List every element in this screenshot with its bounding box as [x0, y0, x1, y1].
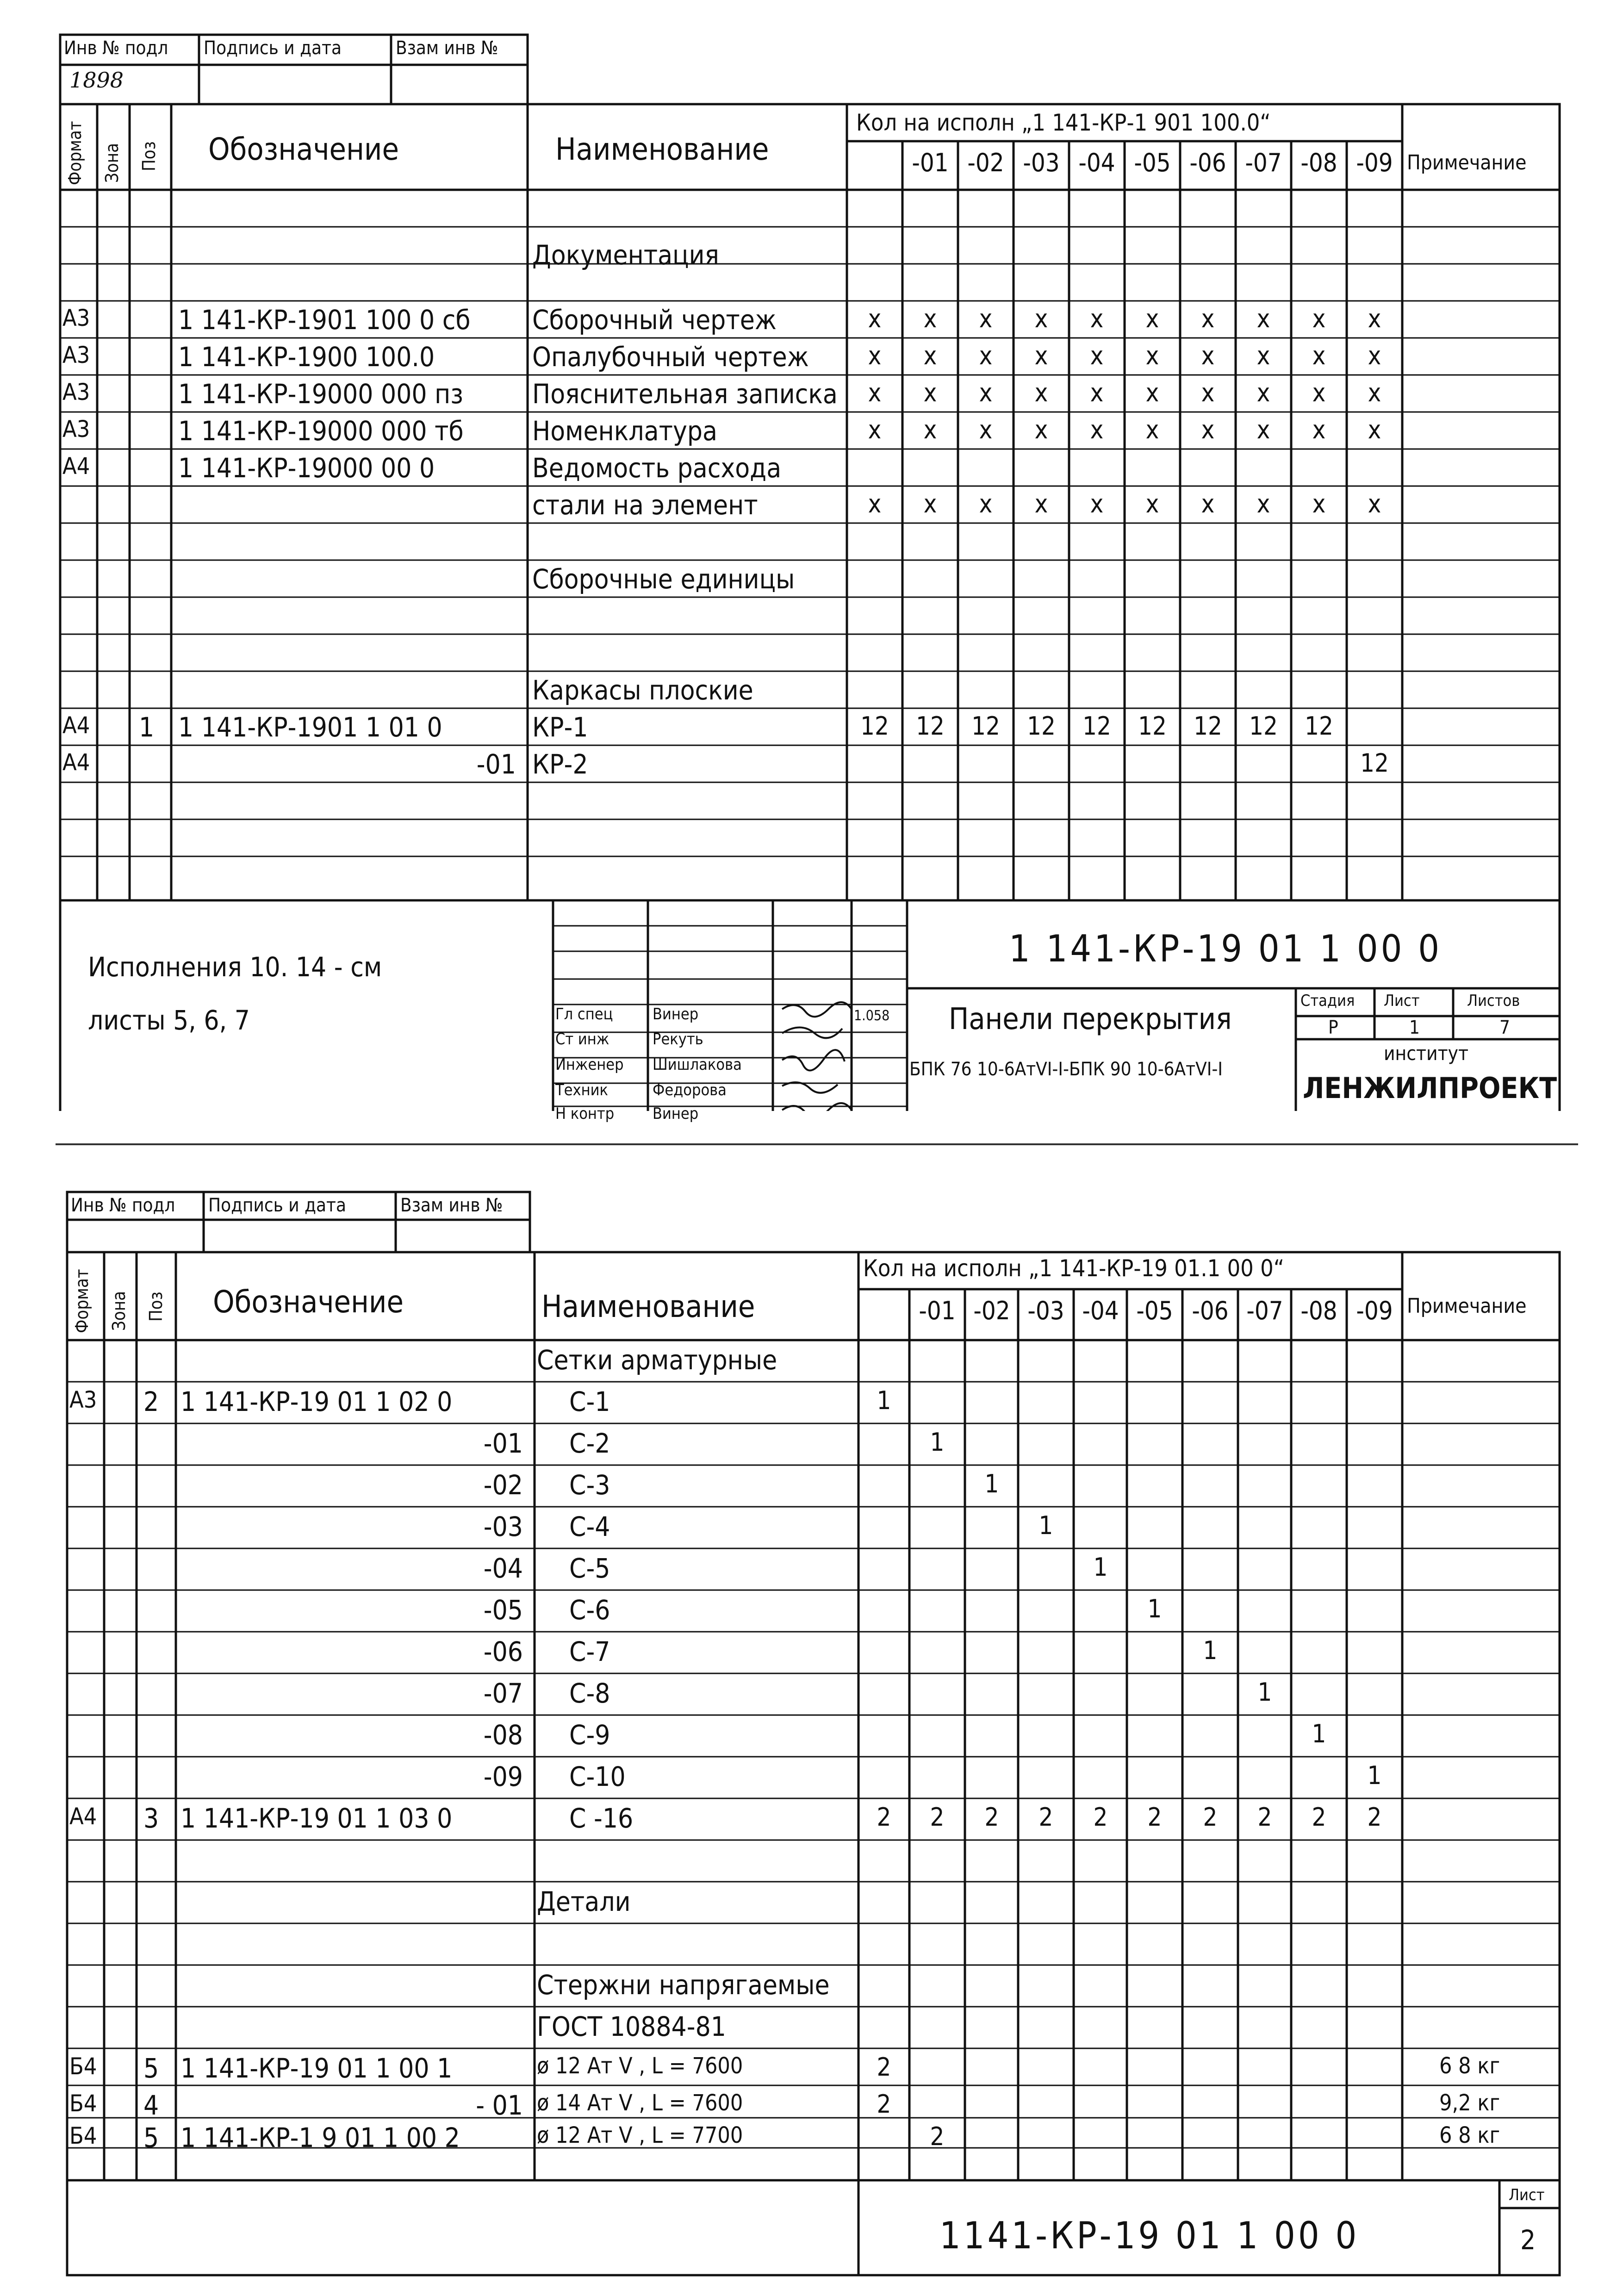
person-role: Гл спец	[555, 1005, 613, 1023]
doc-code: 1 141-КР-19 01 1 00 0	[1009, 927, 1443, 970]
row-designation: 1 141-КР-19 01 1 03 0	[180, 1803, 453, 1834]
sheet2-number: 2	[1520, 2224, 1536, 2256]
person-role: Ст инж	[555, 1030, 609, 1048]
row-format: А4	[62, 749, 90, 776]
note-line-2: листы 5, 6, 7	[88, 1004, 250, 1036]
row-name: ø 14 Ат Ⅴ , L = 7600	[537, 2090, 743, 2116]
row-name: С-10	[569, 1761, 626, 1792]
row-pos: 5	[143, 2122, 159, 2153]
row-format: А3	[69, 1386, 97, 1413]
qty-mark: 12	[1138, 711, 1167, 741]
qty-mark: x	[1090, 378, 1104, 407]
qty-mark: 12	[971, 711, 1000, 741]
variant-header: -01	[919, 1296, 956, 1325]
person-role: Н контр	[555, 1104, 615, 1123]
header2-format: Формат	[72, 1269, 92, 1333]
row-name: С-7	[569, 1636, 610, 1667]
org-label: институт	[1384, 1042, 1468, 1065]
qty-mark: x	[868, 378, 882, 407]
row-name: С-4	[569, 1511, 610, 1542]
qty-mark: x	[1145, 489, 1159, 518]
qty-mark: x	[1090, 415, 1104, 444]
qty-mark: x	[1312, 415, 1326, 444]
row-designation: 1 141-КР-1901 1 01 0	[178, 711, 442, 743]
doc-code-footer: 1141-КР-19 01 1 00 0	[939, 2214, 1360, 2257]
signature-marks	[782, 1002, 852, 1111]
qty-mark: 2	[984, 1803, 999, 1832]
qty-mark: x	[868, 341, 882, 370]
header-designation: Обозначение	[208, 131, 399, 167]
qty-mark: 1	[1038, 1511, 1053, 1540]
variant-header: -03	[1027, 1296, 1064, 1325]
row-designation: 1 141-КР-19000 00 0	[178, 452, 435, 484]
stamp2-inv-label: Инв № подл	[71, 1195, 175, 1216]
qty-mark: x	[979, 304, 993, 333]
qty-mark: 1	[1367, 1761, 1382, 1790]
row-format: А3	[62, 416, 90, 443]
page-divider	[56, 1143, 1578, 1145]
qty-mark: x	[1145, 378, 1159, 407]
variant-header: -07	[1246, 1296, 1283, 1325]
row-name: Номенклатура	[532, 415, 717, 447]
qty-mark: 1	[1203, 1636, 1218, 1665]
person-name: Федорова	[653, 1081, 727, 1099]
header-name: Наименование	[555, 131, 769, 167]
doc-subtitle: БПК 76 10-6АтⅤI-Ⅰ-БПК 90 10-6АтⅤI-Ⅰ	[909, 1059, 1223, 1080]
qty-mark: x	[1034, 415, 1048, 444]
qty-mark: x	[1201, 341, 1215, 370]
stamp2-replace-label: Взам инв №	[400, 1195, 503, 1216]
row-designation: -06	[483, 1636, 523, 1667]
row-name: КР-2	[532, 749, 588, 780]
stamp-inv-number: 1898	[69, 68, 124, 93]
person-name: Рекуть	[653, 1030, 703, 1048]
header2-zone: Зона	[109, 1291, 129, 1331]
row-format: Б4	[69, 2122, 97, 2149]
row-name: Ведомость расхода	[532, 452, 782, 484]
qty-mark: 2	[1367, 1803, 1382, 1832]
qty-mark: x	[979, 489, 993, 518]
section-heading: Каркасы плоские	[532, 674, 753, 706]
qty-mark: x	[1256, 415, 1270, 444]
qty-mark: 1	[984, 1469, 999, 1498]
qty-mark: 2	[930, 2122, 945, 2151]
qty-mark: x	[1368, 415, 1381, 444]
row-pos: 3	[143, 1803, 159, 1834]
date-stamp: 1.058	[854, 1008, 890, 1024]
person-role: Техник	[555, 1081, 608, 1099]
qty-mark: 1	[1147, 1594, 1162, 1623]
row-name: С-5	[569, 1553, 610, 1584]
qty-mark: x	[1256, 341, 1270, 370]
row-designation: 1 141-КР-19 01 1 02 0	[180, 1386, 453, 1417]
qty-mark: 2	[877, 1803, 891, 1832]
qty-mark: x	[1256, 304, 1270, 333]
qty-mark: x	[1312, 378, 1326, 407]
qty-mark: x	[979, 415, 993, 444]
qty-mark: 2	[930, 1803, 945, 1832]
qty-mark: x	[868, 415, 882, 444]
variant-header: -05	[1134, 148, 1171, 177]
section-heading: Сборочные единицы	[532, 563, 795, 595]
row-designation: -09	[483, 1761, 523, 1792]
variant-header: -06	[1192, 1296, 1229, 1325]
variant-header: -06	[1189, 148, 1226, 177]
qty-mark: x	[1145, 341, 1159, 370]
note-line-1: Исполнения 10. 14 - см	[88, 951, 382, 983]
row-name: Детали	[537, 1886, 631, 1917]
variant-header: -09	[1356, 1296, 1393, 1325]
variant-header: -04	[1082, 1296, 1119, 1325]
row-note: 9,2 кг	[1439, 2090, 1500, 2116]
row-name: С-6	[569, 1594, 610, 1626]
row-designation: 1 141-КР-19000 000 тб	[178, 415, 464, 447]
row-designation: -07	[483, 1678, 523, 1709]
row-designation: 1 141-КР-1900 100.0	[178, 341, 435, 373]
row-designation: -02	[483, 1469, 523, 1501]
qty-mark: x	[923, 489, 937, 518]
row-format: А3	[62, 342, 90, 368]
row-name: Стержни напрягаемые	[537, 1969, 830, 2001]
org-name: ЛЕНЖИЛПРОЕКТ	[1303, 1071, 1557, 1105]
row-format: А4	[62, 453, 90, 480]
qty-mark: 1	[1312, 1719, 1326, 1748]
row-pos: 1	[139, 711, 155, 743]
header2-pos: Поз	[146, 1292, 166, 1322]
qty-mark: x	[979, 378, 993, 407]
row-pos: 4	[143, 2090, 159, 2121]
row-name: С-2	[569, 1428, 610, 1459]
row-designation: -01	[476, 749, 516, 780]
row-format: Б4	[69, 2053, 97, 2080]
stamp2-signature-label: Подпись и дата	[208, 1195, 347, 1216]
header2-note: Примечание	[1407, 1294, 1527, 1318]
row-name: С -16	[569, 1803, 634, 1834]
qty-mark: x	[979, 341, 993, 370]
sheets-value: 7	[1499, 1017, 1510, 1038]
row-designation: -04	[483, 1553, 523, 1584]
section-heading: Документация	[532, 239, 719, 271]
row-designation: - 01	[476, 2090, 523, 2121]
sheet-value: 1	[1409, 1017, 1420, 1038]
spec-sheet-1	[0, 0, 1623, 1123]
stamp-signature-label: Подпись и дата	[204, 37, 342, 59]
qty-mark: x	[923, 378, 937, 407]
row-format: А3	[62, 305, 90, 331]
header2-qty-group: Кол на исполн „1 141-КР-19 01.1 00 0“	[863, 1255, 1284, 1282]
qty-mark: x	[1145, 415, 1159, 444]
row-format: А3	[62, 379, 90, 406]
qty-mark: x	[1201, 378, 1215, 407]
row-name: КР-1	[532, 711, 588, 743]
qty-mark: x	[1034, 489, 1048, 518]
header2-name: Наименование	[541, 1289, 755, 1324]
row-name: Пояснительная записка	[532, 378, 838, 410]
qty-mark: x	[1256, 489, 1270, 518]
qty-mark: 12	[1194, 711, 1222, 741]
row-name: ГОСТ 10884-81	[537, 2011, 726, 2042]
row-designation: 1 141-КР-19 01 1 00 1	[180, 2053, 453, 2084]
qty-mark: x	[1201, 415, 1215, 444]
qty-mark: x	[868, 304, 882, 333]
qty-mark: x	[1312, 341, 1326, 370]
qty-mark: 12	[1305, 711, 1333, 741]
header-pos: Поз	[139, 141, 159, 171]
doc-title: Панели перекрытия	[949, 1002, 1232, 1036]
qty-mark: 2	[877, 2053, 891, 2082]
header-note: Примечание	[1407, 151, 1527, 175]
row-name: Сетки арматурные	[537, 1344, 777, 1376]
qty-mark: x	[923, 304, 937, 333]
qty-mark: 12	[1027, 711, 1056, 741]
sheets-label: Листов	[1467, 992, 1520, 1010]
row-designation: -05	[483, 1594, 523, 1626]
row-designation: -01	[483, 1428, 523, 1459]
person-name: Винер	[653, 1005, 699, 1023]
header-zone: Зона	[102, 143, 122, 183]
row-designation: 1 141-КР-19000 000 пз	[178, 378, 464, 410]
header2-designation: Обозначение	[213, 1284, 404, 1320]
qty-mark: 12	[1360, 749, 1389, 778]
row-name: С-1	[569, 1386, 610, 1417]
qty-mark: x	[1201, 304, 1215, 333]
qty-mark: x	[1368, 489, 1381, 518]
variant-header: -07	[1245, 148, 1282, 177]
qty-mark: x	[1368, 304, 1381, 333]
row-note: 6 8 кг	[1439, 2053, 1500, 2079]
qty-mark: 1	[1093, 1553, 1108, 1582]
row-pos: 5	[143, 2053, 159, 2084]
row-name: стали на элемент	[532, 489, 758, 521]
qty-mark: 2	[1038, 1803, 1053, 1832]
row-note: 6 8 кг	[1439, 2122, 1500, 2148]
variant-header: -02	[973, 1296, 1010, 1325]
header-qty-group: Кол на исполн „1 141-КР-1 901 100.0“	[856, 109, 1271, 136]
header-format: Формат	[65, 121, 85, 185]
qty-mark: x	[1145, 304, 1159, 333]
row-name: Опалубочный чертеж	[532, 341, 809, 373]
qty-mark: 1	[930, 1428, 945, 1457]
variant-header: -01	[912, 148, 949, 177]
qty-mark: x	[1256, 378, 1270, 407]
stamp-inv-label: Инв № подл	[64, 37, 168, 59]
qty-mark: x	[1034, 341, 1048, 370]
person-name: Винер	[653, 1104, 699, 1123]
person-name: Шишлакова	[653, 1055, 742, 1074]
row-designation: -03	[483, 1511, 523, 1542]
qty-mark: 12	[916, 711, 945, 741]
qty-mark: 2	[1093, 1803, 1108, 1832]
sheet-label: Лист	[1384, 992, 1420, 1010]
qty-mark: 2	[1312, 1803, 1326, 1832]
variant-header: -08	[1300, 148, 1337, 177]
variant-header: -02	[967, 148, 1004, 177]
variant-header: -05	[1136, 1296, 1173, 1325]
qty-mark: 2	[1203, 1803, 1218, 1832]
spec-sheet-2	[0, 1157, 1623, 2296]
qty-mark: 2	[877, 2090, 891, 2119]
qty-mark: x	[1034, 304, 1048, 333]
qty-mark: x	[1368, 378, 1381, 407]
row-name: С-9	[569, 1719, 610, 1751]
qty-mark: x	[1090, 304, 1104, 333]
row-format: А4	[69, 1803, 97, 1830]
row-pos: 2	[143, 1386, 159, 1417]
row-name: ø 12 Ат Ⅴ , L = 7700	[537, 2122, 743, 2148]
row-designation: 1 141-КР-1 9 01 1 00 2	[180, 2122, 460, 2153]
variant-header: -03	[1023, 148, 1060, 177]
qty-mark: x	[923, 415, 937, 444]
sheet2-label: Лист	[1509, 2186, 1545, 2204]
qty-mark: 1	[877, 1386, 891, 1415]
variant-header: -09	[1356, 148, 1393, 177]
stamp-replace-label: Взам инв №	[396, 37, 498, 59]
variant-header: -04	[1078, 148, 1115, 177]
row-designation: -08	[483, 1719, 523, 1751]
row-name: ø 12 Ат Ⅴ , L = 7600	[537, 2053, 743, 2079]
qty-mark: 2	[1147, 1803, 1162, 1832]
qty-mark: x	[923, 341, 937, 370]
qty-mark: x	[1312, 489, 1326, 518]
qty-mark: x	[1090, 489, 1104, 518]
person-role: Инженер	[555, 1055, 624, 1074]
qty-mark: x	[1312, 304, 1326, 333]
qty-mark: x	[1090, 341, 1104, 370]
qty-mark: 1	[1257, 1678, 1272, 1707]
qty-mark: x	[868, 489, 882, 518]
qty-mark: 12	[1082, 711, 1111, 741]
variant-header: -08	[1300, 1296, 1337, 1325]
row-designation: 1 141-КР-1901 100 0 сб	[178, 304, 471, 336]
qty-mark: 2	[1257, 1803, 1272, 1832]
qty-mark: x	[1368, 341, 1381, 370]
stage-label: Стадия	[1300, 992, 1355, 1010]
row-name: С-3	[569, 1469, 610, 1501]
qty-mark: x	[1034, 378, 1048, 407]
row-format: А4	[62, 712, 90, 739]
qty-mark: 12	[860, 711, 889, 741]
qty-mark: 12	[1249, 711, 1278, 741]
qty-mark: x	[1201, 489, 1215, 518]
stage-value: Р	[1328, 1017, 1338, 1038]
row-format: Б4	[69, 2090, 97, 2117]
row-name: С-8	[569, 1678, 610, 1709]
row-name: Сборочный чертеж	[532, 304, 777, 336]
